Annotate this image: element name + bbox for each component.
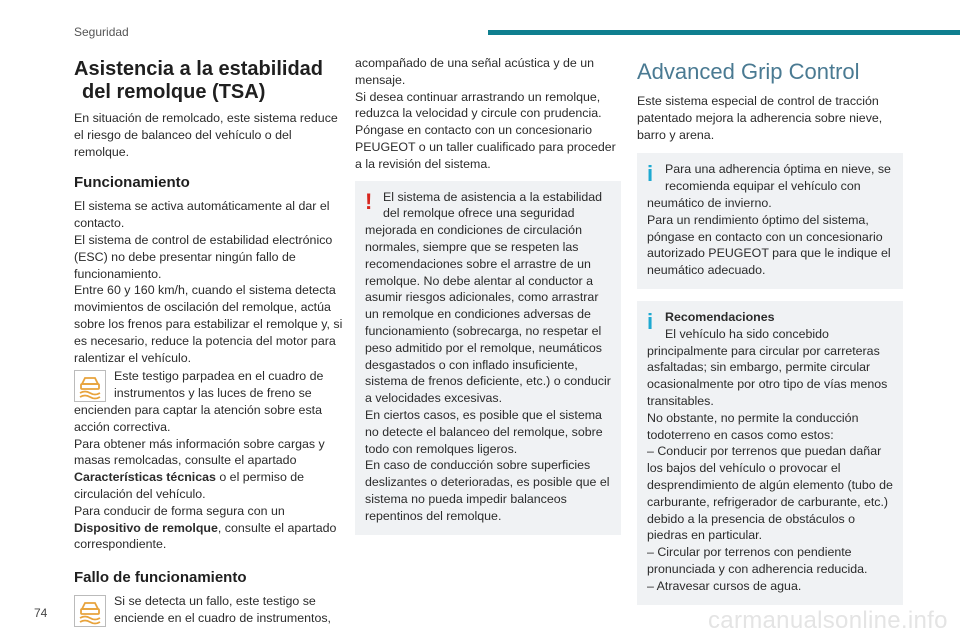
info1-first: Para una adherencia óptima en nieve, se recomienda equipar el vehículo con <box>665 162 891 194</box>
info1-p2: Para un rendimiento óptimo del sistema, póngase en contacto con un concesionario autorizado PEUGEOT para que le indique el neumático adecuado. <box>647 212 891 278</box>
tsa-intro: En situación de remolcado, este sistema reduce el riesgo de balanceo del vehículo o del remolque. <box>74 111 338 159</box>
warning-p3: En caso de conducción sobre superficies deslizantes o deterioradas, es posible que el sistema no pueda impedir balanceos repentinos del remolque. <box>365 458 610 523</box>
fallo-text: Si se detecta un fallo, este testigo se enciende en el cuadro de instrumentos, <box>114 594 331 625</box>
indicator-note <box>74 368 346 435</box>
col2-p2: Si desea continuar arrastrando un remolque, reduzca la velocidad y circule con prudencia. <box>355 89 602 121</box>
info2-bullet-3: – Atravesar cursos de agua. <box>647 578 802 593</box>
info2-bullet-2: – Circular por terrenos con pendiente pronunciada y con adherencia reducida. <box>647 545 868 576</box>
agc-heading: Advanced Grip Control <box>637 59 860 84</box>
fallo-note <box>74 593 346 627</box>
info2-rest: principalmente para circular por carreteras asfaltadas; sin embargo, permite circular ocasionalmente por otro tipo de vías menos transitables. <box>647 343 888 408</box>
caracteristicas-link: Características técnicas <box>74 470 216 485</box>
exclamation-warning-icon: ! <box>365 188 373 214</box>
funcionamiento-p2: El sistema de control de estabilidad electrónico (ESC) no debe presentar ningún fallo de funcionamiento. <box>74 232 333 281</box>
warning-first: El sistema de asistencia a la estabilidad del remolque ofrece una seguridad <box>383 189 603 221</box>
warning-p2: En ciertos casos, es posible que el sistema no detecte el balanceo del remolque, sobre todo con remolques ligeros. <box>365 407 603 456</box>
safe-driving-para <box>74 503 346 553</box>
funcionamiento-p1: El sistema se activa automáticamente al dar el contacto. <box>74 199 330 231</box>
header-accent-bar <box>488 30 960 35</box>
funcionamiento-heading: Funcionamiento <box>74 174 190 192</box>
tsa-title-line1: Asistencia a la estabilidad <box>74 58 323 80</box>
safe-pre: Para conducir de forma segura con un <box>74 503 285 518</box>
column-3 <box>637 55 903 617</box>
info-box-2 <box>637 301 903 605</box>
dispositivo-remolque-link: Dispositivo de remolque <box>74 520 218 535</box>
info-icon: i <box>647 161 654 187</box>
info2-first: El vehículo ha sido concebido <box>665 326 829 341</box>
funcionamiento-p3: Entre 60 y 160 km/h, cuando el sistema detecta movimientos de oscilación del remolque, actúa sobre los frenos para estabilizar el remolque y, si es necesario, reduce la potencia del motor para ralentizar el vehículo. <box>74 283 343 365</box>
info2-title: Recomendaciones <box>665 309 775 324</box>
col2-p1: acompañado de una señal acústica y de un mensaje. <box>355 56 595 87</box>
more-info-pre: Para obtener más información sobre cargas y masas remolcadas, consulte el apartado <box>74 436 325 468</box>
fallo-heading: Fallo de funcionamiento <box>74 569 247 587</box>
safe-post: , consulte el apartado correspondiente. <box>74 520 337 552</box>
page-number: 74 <box>34 606 48 620</box>
watermark: carmanualsonline.info <box>708 607 948 634</box>
info-box-1 <box>637 153 903 289</box>
more-info-post: o el permiso de circulación del vehículo. <box>74 470 305 501</box>
agc-intro: Este sistema especial de control de tracción patentado mejora la adherencia sobre nieve, barro y arena. <box>637 94 883 142</box>
indicator-text-line2: encienden para captar la atención sobre esta acción correctiva. <box>74 402 322 434</box>
trailer-stability-warning-icon <box>74 370 106 402</box>
warning-rest: mejorada en condiciones de circulación normales, siempre que se respeten las recomendaciones sobre el arrastre de un remolque. No debe alentar al conductor a asumir riesgos adicionales, como arrastrar un remolque en condiciones adversas de funcionamiento (sobrecarga, no respetar el peso admitido por el remolque, neumáticos desgastados o con inflado insuficiente, sistema de frenos deficiente, etc.) o conducir a velocidades excesivas. <box>365 223 611 406</box>
indicator-text-line1: Este testigo parpadea en el cuadro de instrumentos y las luces de freno se <box>114 369 324 401</box>
col2-p3: Póngase en contacto con un concesionario PEUGEOT o un taller cualificado para proceder a la revisión del sistema. <box>355 123 616 171</box>
tsa-title-line2: del remolque (TSA) <box>82 81 266 103</box>
warning-box <box>355 181 621 535</box>
info-icon: i <box>647 308 654 334</box>
more-info-para <box>74 436 346 503</box>
column-1 <box>74 55 346 627</box>
info2-bullet-1: – Conducir por terrenos que puedan dañar los bajos del vehículo o provocar el desprendimiento de algún elemento (tubo de carburante, refrigerador de carburante, etc.) debido a la presencia de obstáculos o piedras en particular. <box>647 444 893 543</box>
info1-rest: neumático de invierno. <box>647 195 772 210</box>
section-label: Seguridad <box>74 25 129 39</box>
trailer-stability-warning-icon <box>74 595 106 627</box>
tsa-title <box>74 58 346 104</box>
column-2 <box>355 55 621 547</box>
info2-p2: No obstante, no permite la conducción todoterreno en casos como estos: <box>647 410 859 442</box>
